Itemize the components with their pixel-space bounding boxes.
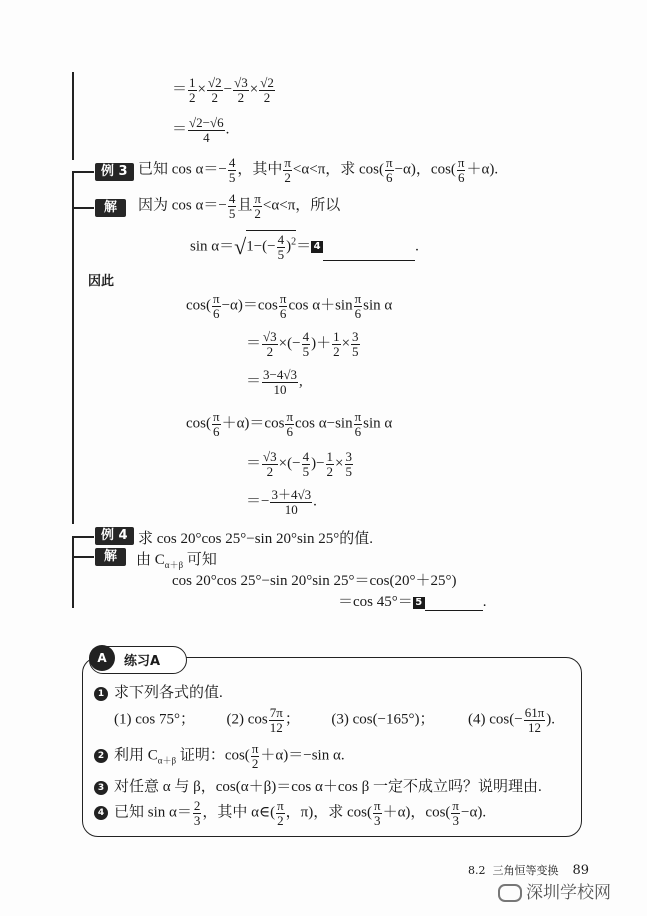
page-number: 89 xyxy=(572,863,590,878)
answer-blank xyxy=(323,260,415,261)
solution4-rule xyxy=(72,556,94,558)
question-number: 1 xyxy=(94,687,108,701)
question-number: 4 xyxy=(94,806,108,820)
answer-blank-marker: 4 xyxy=(311,241,323,253)
watermark-logo-icon xyxy=(498,884,522,902)
margin-rule-example4 xyxy=(72,538,74,608)
example3-tag: 例 3 xyxy=(95,163,134,181)
solution4-tag: 解 xyxy=(95,548,126,566)
example4-tag: 例 4 xyxy=(95,527,134,545)
example4-rule xyxy=(72,536,94,538)
fraction: $\frac{√3}{2}$ xyxy=(234,75,248,105)
exercise-q2: 2 利用 $C_{\alpha+\beta}$ 证明：cos( $\frac{\pi}{2}$ ＋α)＝−sin α. xyxy=(94,742,345,770)
exercise-title: 练习A xyxy=(124,654,161,669)
derivation-line-4: cos( $\frac{\pi}{6}$ ＋α)＝cos $\frac{\pi}{6}$ cos α−sin $\frac{\pi}{6}$ sin α xyxy=(186,409,393,439)
solution3-tag: 解 xyxy=(95,199,126,217)
example4-statement: 求 cos 20°cos 25°−sin 20°sin 25°的值. xyxy=(138,531,373,547)
fraction: $\frac{√2-√6}{4}$ xyxy=(189,115,224,145)
solution4-intro: 由 $C_{\alpha+\beta}$ 可知 xyxy=(136,552,217,570)
margin-rule-top xyxy=(72,72,74,160)
solution4-line-1: cos 20°cos 25°−sin 20°sin 25°＝cos(20°＋25°) xyxy=(172,573,457,589)
answer-blank-marker: 5 xyxy=(413,597,425,609)
derivation-line-2: ＝ $\frac{√3}{2}$ ×(− $\frac{4}{5}$ )＋ $\frac{1}{2}$ × $\frac{3}{5}$ xyxy=(246,329,359,359)
answer-blank xyxy=(425,610,483,611)
derivation-line-1: cos( $\frac{\pi}{6}$ −α)＝cos $\frac{\pi}{6}$ cos α＋sin $\frac{\pi}{6}$ sin α xyxy=(186,291,393,321)
derivation-line-5: ＝ $\frac{√3}{2}$ ×(− $\frac{4}{5}$ )− $\frac{1}{2}$ × $\frac{3}{5}$ xyxy=(246,449,353,479)
example3-rule xyxy=(72,171,94,173)
exercise-q1: 1 求下列各式的值. xyxy=(94,681,223,702)
fraction: $\frac{√2}{2}$ xyxy=(260,75,274,105)
therefore-label: 因此 xyxy=(88,274,115,289)
example3-statement: 已知 cos α＝− $\frac{4}{5}$ ，其中 $\frac{\pi}{2}$ <α<π，求 cos( $\frac{\pi}{6}$ −α)，cos( $\frac{\pi}{6}$ ＋α). xyxy=(138,155,499,185)
derivation-line-6: ＝− $\frac{3+4√3}{10}$ . xyxy=(246,487,317,517)
exercise-q3: 3 对任意 α 与 β，cos(α＋β)＝cos α＋cos β 一定不成立吗？说明理由. xyxy=(94,775,542,796)
derivation-line-3: ＝ $\frac{3-4√3}{10}$ , xyxy=(246,367,303,397)
exercise-pencil-icon: A xyxy=(89,645,115,671)
top-line-2: ＝ $\frac{√2-√6}{4}$ . xyxy=(172,115,230,145)
fraction: $\frac{√2}{2}$ xyxy=(207,75,222,105)
exercise-q4: 4 已知 sin α＝ $\frac{2}{3}$ ，其中 α∈( $\frac{\pi}{2}$ ，π)，求 cos( $\frac{\pi}{3}$ ＋α)，cos( $\frac{\pi}{3}$ −α). xyxy=(94,799,486,827)
fraction: $\frac{1}{2}$ xyxy=(189,75,196,105)
question-number: 3 xyxy=(94,781,108,795)
margin-rule-example3 xyxy=(72,172,74,524)
top-line-1: ＝ $\frac{1}{2}$ × $\frac{√2}{2}$ − $\frac{√3}{2}$ × $\frac{√2}{2}$ xyxy=(172,75,274,105)
sin-alpha-line: sin α＝√1−(− $\frac{4}{5}$ )$^2$＝ 4 . xyxy=(190,232,419,262)
footer-section: 8.2 三角恒等变换 89 xyxy=(468,863,590,878)
solution3-rule xyxy=(72,207,94,209)
question-number: 2 xyxy=(94,749,108,763)
solution3-intro: 因为 cos α＝− $\frac{4}{5}$ 且 $\frac{\pi}{2}$ <α<π，所以 xyxy=(138,191,341,221)
solution4-line-2: ＝cos 45°＝ 5 . xyxy=(338,594,487,610)
watermark: 深圳学校网 xyxy=(498,878,611,903)
exercise-q1-items: (1) cos 75°； (2) cos $\frac{7\pi}{12}$ ； (3) cos(−165°)； (4) cos(− $\frac{61\pi}{12}$ ). xyxy=(114,705,556,735)
